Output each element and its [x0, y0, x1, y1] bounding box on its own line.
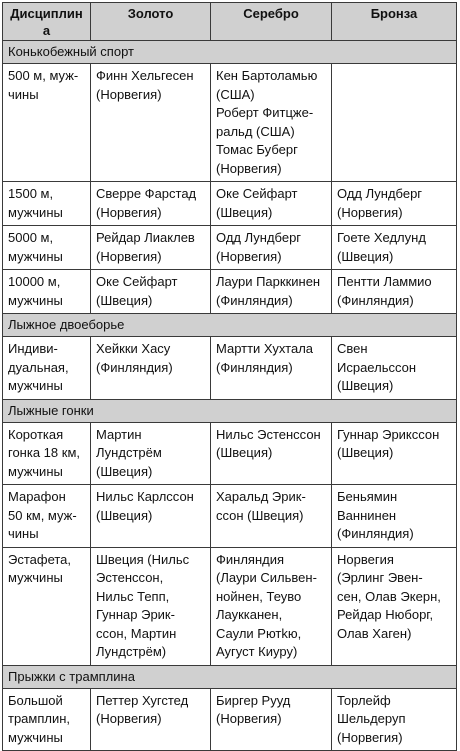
header-row: [3, 3, 457, 41]
discipline-text: 1500 м, мужчины: [8, 186, 63, 220]
discipline-cell: [3, 688, 91, 751]
discipline-text: 500 м, муж- чины: [8, 68, 79, 102]
gold-text: Сверре Фарстад (Норвегия): [96, 186, 197, 220]
silver-text: Одд Лундберг (Норвегия): [216, 230, 302, 264]
bronze-cell: [332, 485, 457, 548]
discipline-cell: [3, 547, 91, 665]
discipline-text: Эстафета, мужчины: [8, 551, 72, 585]
silver-text: Мартти Хухтала (Финляндия): [216, 341, 314, 375]
discipline-cell: [3, 422, 91, 485]
silver-text: Оке Сейфарт (Швеция): [216, 186, 298, 220]
section-row: [3, 314, 457, 337]
discipline-text: Большой трамплин, мужчины: [8, 692, 71, 745]
gold-cell: [91, 337, 211, 400]
gold-cell: [91, 485, 211, 548]
discipline-text: 10000 м, мужчины: [8, 274, 63, 308]
bronze-cell: [332, 688, 457, 751]
gold-text: Хейкки Хасу (Финляндия): [96, 341, 173, 375]
silver-cell: [211, 547, 332, 665]
discipline-cell: [3, 337, 91, 400]
gold-text: Финн Хельгесен (Норвегия): [96, 68, 194, 102]
gold-cell: [91, 226, 211, 270]
silver-cell: [211, 422, 332, 485]
gold-text: Швеция (Нильс Эстенссон, Нильс Тепп, Гуннар Эрик- ссон, Мартин Лундстрём): [96, 551, 190, 659]
bronze-text: Гоете Хедлунд (Швеция): [337, 230, 426, 264]
gold-cell: [91, 64, 211, 182]
table-row: [3, 422, 457, 485]
bronze-text: Одд Лундберг (Норвегия): [337, 186, 423, 220]
discipline-text: 5000 м, мужчины: [8, 230, 63, 264]
gold-cell: [91, 688, 211, 751]
table-body: [3, 41, 457, 751]
gold-text: Рейдар Лиаклев (Норвегия): [96, 230, 195, 264]
section-row: [3, 41, 457, 64]
gold-cell: [91, 182, 211, 226]
header-discipline: Дисциплина: [3, 3, 91, 41]
bronze-text: Торлейф Шельдеруп (Норвегия): [337, 692, 406, 745]
section-title: Лыжные гонки: [3, 399, 457, 422]
bronze-text: Гуннар Эрикссон (Швеция): [337, 426, 440, 460]
silver-text: Финляндия (Лаури Сильвен- нойнен, Теуво Лаукканен, Саули Рютkю, Аугуст Киуру): [216, 551, 317, 659]
gold-cell: [91, 270, 211, 314]
table-row: [3, 547, 457, 665]
table-row: [3, 688, 457, 751]
silver-cell: [211, 182, 332, 226]
bronze-text: Свен Исраельссон (Швеция): [337, 341, 417, 393]
silver-cell: [211, 688, 332, 751]
table-row: [3, 64, 457, 182]
silver-text: Кен Бартоламью (США) Роберт Фитцже- ральд (США) Томас Буберг (Норвегия): [216, 68, 318, 176]
bronze-cell: [332, 422, 457, 485]
gold-text: Мартин Лундстрём (Швеция): [96, 426, 162, 479]
gold-text: Нильс Карлссон (Швеция): [96, 489, 194, 523]
bronze-cell: [332, 337, 457, 400]
discipline-cell: [3, 182, 91, 226]
gold-cell: [91, 547, 211, 665]
table-row: [3, 270, 457, 314]
silver-text: Лаури Парккинен (Финляндия): [216, 274, 321, 308]
silver-cell: [211, 226, 332, 270]
bronze-text: Норвегия (Эрлинг Эвен- сен, Олав Экерн, Рейдар Нюборг, Олав Хаген): [337, 551, 441, 641]
discipline-cell: [3, 226, 91, 270]
silver-cell: [211, 485, 332, 548]
discipline-text: Марафон 50 км, муж- чины: [8, 489, 77, 541]
bronze-cell: [332, 182, 457, 226]
section-title: Прыжки с трамплина: [3, 665, 457, 688]
section-row: [3, 399, 457, 422]
silver-text: Харальд Эрик- ссон (Швеция): [216, 489, 306, 523]
silver-text: Биргер Рууд (Норвегия): [216, 692, 291, 726]
table-row: [3, 226, 457, 270]
bronze-cell: [332, 64, 457, 182]
silver-cell: [211, 64, 332, 182]
section-title: Конькобежный спорт: [3, 41, 457, 64]
table-row: [3, 337, 457, 400]
discipline-cell: [3, 64, 91, 182]
bronze-cell: [332, 270, 457, 314]
discipline-text: Короткая гонка 18 км, мужчины: [8, 426, 80, 479]
silver-cell: [211, 270, 332, 314]
medals-table: [2, 2, 457, 751]
bronze-cell: [332, 226, 457, 270]
header-gold: Золото: [91, 3, 211, 41]
gold-text: Петтер Хугстед (Норвегия): [96, 692, 189, 726]
gold-text: Оке Сейфарт (Швеция): [96, 274, 178, 308]
table-row: [3, 182, 457, 226]
bronze-cell: [332, 547, 457, 665]
silver-cell: [211, 337, 332, 400]
discipline-cell: [3, 485, 91, 548]
header-silver: Серебро: [211, 3, 332, 41]
gold-cell: [91, 422, 211, 485]
discipline-text: Индиви- дуальная, мужчины: [8, 341, 69, 393]
bronze-text: Беньямин Ваннинен (Финляндия): [337, 489, 414, 541]
table-row: [3, 485, 457, 548]
section-title: Лыжное двоеборье: [3, 314, 457, 337]
header-bronze: Бронза: [332, 3, 457, 41]
discipline-cell: [3, 270, 91, 314]
silver-text: Нильс Эстенссон (Швеция): [216, 426, 321, 460]
bronze-text: Пентти Ламмио (Финляндия): [337, 274, 432, 308]
section-row: [3, 665, 457, 688]
